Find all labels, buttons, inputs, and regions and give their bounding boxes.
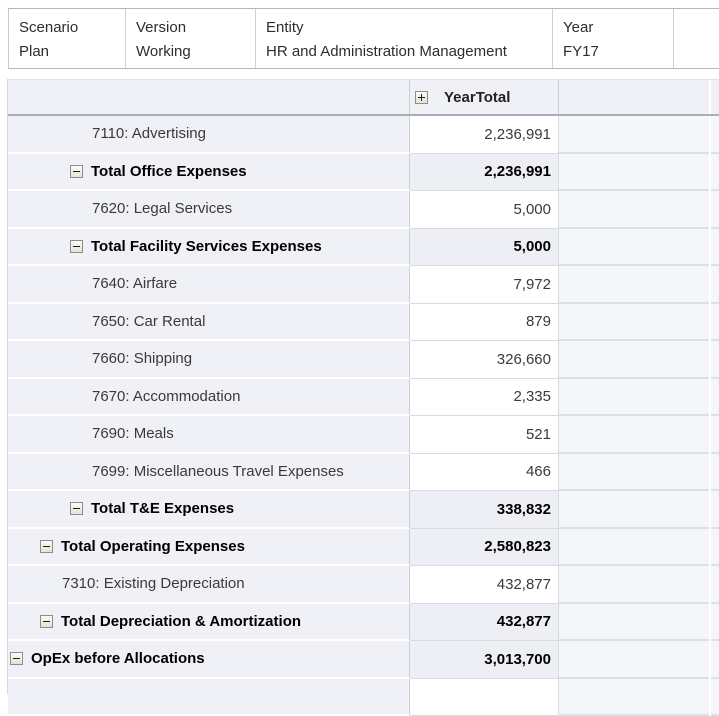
data-cell[interactable]: 2,236,991	[410, 154, 559, 192]
pov-member-entity[interactable]: HR and Administration Management	[266, 40, 542, 64]
pov-member-scenario[interactable]: Plan	[19, 40, 115, 64]
row-header-cell[interactable]	[8, 454, 410, 492]
data-cell[interactable]: 432,877	[410, 566, 559, 604]
pov-dimension-label: Entity	[266, 16, 542, 40]
data-cell[interactable]: 5,000	[410, 229, 559, 267]
grid-header-row	[8, 79, 719, 116]
empty-cell	[559, 229, 709, 267]
empty-cell	[559, 491, 709, 529]
table-row	[8, 379, 719, 417]
row-member-label: 7699: Miscellaneous Travel Expenses	[92, 463, 344, 480]
sliver-cell	[711, 191, 719, 229]
row-header-cell[interactable]	[8, 116, 410, 154]
row-header-cell[interactable]	[8, 229, 410, 267]
pov-dimension-label: Scenario	[19, 16, 115, 40]
sliver-cell	[711, 529, 719, 567]
table-row	[8, 229, 719, 267]
pov-bar	[8, 8, 719, 69]
empty-cell	[559, 266, 709, 304]
table-row	[8, 266, 719, 304]
data-grid	[7, 79, 719, 694]
empty-cell	[559, 641, 709, 679]
sliver-cell	[711, 679, 719, 716]
table-row	[8, 116, 719, 154]
grid-rows	[8, 116, 719, 679]
table-row	[8, 341, 719, 379]
row-member-label: OpEx before Allocations	[31, 650, 205, 667]
pov-cell-year	[553, 9, 674, 68]
row-member-label: 7110: Advertising	[92, 125, 206, 142]
column-header-blank	[559, 80, 709, 114]
row-header-cell[interactable]	[8, 304, 410, 342]
data-cell[interactable]: 7,972	[410, 266, 559, 304]
collapse-icon[interactable]	[70, 240, 83, 253]
row-header-cell[interactable]	[8, 566, 410, 604]
row-member-label: Total T&E Expenses	[91, 500, 234, 517]
sliver-cell	[711, 566, 719, 604]
table-row	[8, 566, 719, 604]
row-member-label: 7660: Shipping	[92, 350, 192, 367]
empty-cell	[559, 116, 709, 154]
sliver-cell	[711, 491, 719, 529]
sliver-cell	[711, 641, 719, 679]
collapse-icon[interactable]	[70, 165, 83, 178]
table-row	[8, 641, 719, 679]
empty-cell	[559, 454, 709, 492]
pov-cell-scenario	[9, 9, 126, 68]
expand-icon[interactable]	[415, 91, 428, 104]
row-header-cell[interactable]	[8, 154, 410, 192]
column-header-label: YearTotal	[444, 89, 510, 106]
row-member-label: 7310: Existing Depreciation	[62, 575, 245, 592]
data-cell[interactable]: 3,013,700	[410, 641, 559, 679]
empty-cell	[559, 154, 709, 192]
table-row	[8, 454, 719, 492]
sliver-cell	[711, 304, 719, 342]
collapse-icon[interactable]	[40, 540, 53, 553]
row-header-cell[interactable]	[8, 191, 410, 229]
empty-cell	[559, 379, 709, 417]
table-row	[8, 604, 719, 642]
column-header-yeartotal[interactable]	[410, 80, 559, 114]
data-cell[interactable]: 338,832	[410, 491, 559, 529]
pov-member-year[interactable]: FY17	[563, 40, 663, 64]
empty-cell	[559, 304, 709, 342]
data-cell[interactable]: 326,660	[410, 341, 559, 379]
row-member-label: 7620: Legal Services	[92, 200, 232, 217]
row-header-cell[interactable]	[8, 679, 410, 716]
table-row	[8, 154, 719, 192]
row-header-cell[interactable]	[8, 641, 410, 679]
empty-cell	[559, 679, 709, 716]
table-row	[8, 416, 719, 454]
data-cell[interactable]: 2,335	[410, 379, 559, 417]
data-cell[interactable]: 466	[410, 454, 559, 492]
sliver-cell	[711, 454, 719, 492]
data-cell[interactable]: 432,877	[410, 604, 559, 642]
pov-dimension-label: Version	[136, 16, 245, 40]
sliver-cell	[711, 416, 719, 454]
empty-cell	[559, 191, 709, 229]
data-cell[interactable]: 5,000	[410, 191, 559, 229]
row-member-label: Total Facility Services Expenses	[91, 238, 322, 255]
pov-cell-entity	[256, 9, 553, 68]
data-cell[interactable]: 521	[410, 416, 559, 454]
empty-cell	[559, 566, 709, 604]
row-member-label: 7670: Accommodation	[92, 388, 240, 405]
row-header-cell[interactable]	[8, 341, 410, 379]
collapse-icon[interactable]	[10, 652, 23, 665]
pov-member-version[interactable]: Working	[136, 40, 245, 64]
collapse-icon[interactable]	[40, 615, 53, 628]
data-cell[interactable]: 879	[410, 304, 559, 342]
row-header-cell[interactable]	[8, 266, 410, 304]
pov-dimension-label: Year	[563, 16, 663, 40]
row-member-label: 7650: Car Rental	[92, 313, 205, 330]
sliver-cell	[711, 116, 719, 154]
sliver-cell	[711, 229, 719, 267]
table-row-partial	[8, 679, 719, 716]
column-header-sliver	[711, 80, 719, 114]
pov-cell-spacer	[674, 9, 719, 68]
sliver-cell	[711, 379, 719, 417]
row-header-cell[interactable]	[8, 604, 410, 642]
sliver-cell	[711, 341, 719, 379]
row-header-corner	[8, 80, 410, 114]
data-cell[interactable]: 2,580,823	[410, 529, 559, 567]
row-header-cell[interactable]	[8, 379, 410, 417]
empty-cell	[559, 341, 709, 379]
row-header-cell[interactable]	[8, 491, 410, 529]
row-member-label: Total Office Expenses	[91, 163, 247, 180]
collapse-icon[interactable]	[70, 502, 83, 515]
row-member-label: Total Depreciation & Amortization	[61, 613, 301, 630]
table-row	[8, 191, 719, 229]
row-header-cell[interactable]	[8, 529, 410, 567]
row-header-cell[interactable]	[8, 416, 410, 454]
row-member-label: 7690: Meals	[92, 425, 174, 442]
sliver-cell	[711, 266, 719, 304]
row-member-label: 7640: Airfare	[92, 275, 177, 292]
empty-cell	[559, 604, 709, 642]
row-member-label: Total Operating Expenses	[61, 538, 245, 555]
data-cell[interactable]	[410, 679, 559, 716]
data-cell[interactable]: 2,236,991	[410, 116, 559, 154]
sliver-cell	[711, 154, 719, 192]
empty-cell	[559, 416, 709, 454]
table-row	[8, 491, 719, 529]
table-row	[8, 529, 719, 567]
sliver-cell	[711, 604, 719, 642]
empty-cell	[559, 529, 709, 567]
pov-cell-version	[126, 9, 256, 68]
table-row	[8, 304, 719, 342]
